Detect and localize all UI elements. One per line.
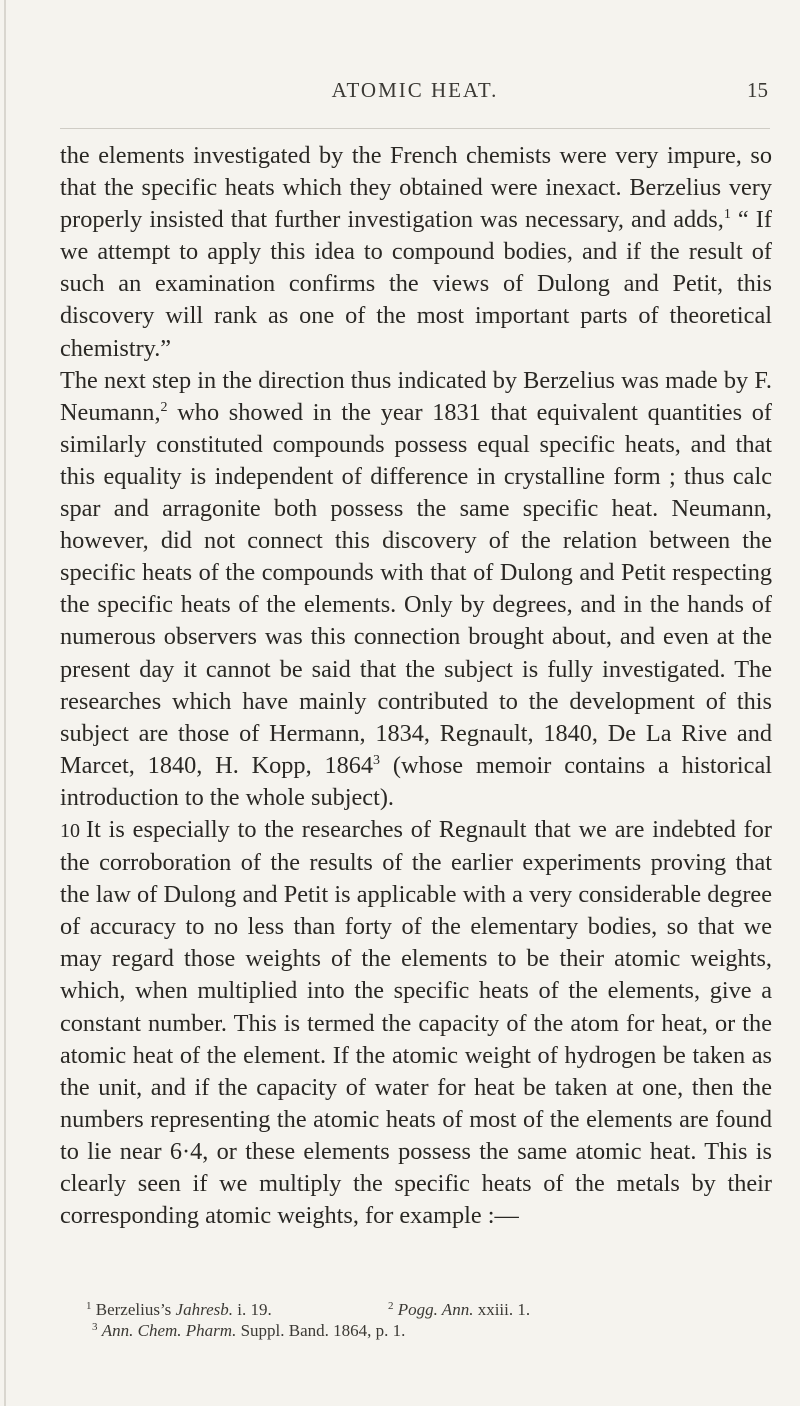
footnote-text: xxiii. 1. xyxy=(473,1300,531,1319)
footnote-line-2 xyxy=(60,1320,772,1341)
footnote-1 xyxy=(86,1299,272,1320)
paragraph-text: The next step in the direction thus indicated by Berzelius was made by F. Neumann, xyxy=(60,366,772,426)
footnote-3 xyxy=(92,1320,405,1341)
paragraph-text: “ If we attempt to apply this idea to compound bodies, and if the result of such an examination confirms the views of Dulong and Petit, this discovery will rank as one of the most important parts of theoretical chemistry.” xyxy=(60,206,772,362)
footnote-title: Ann. Chem. Pharm. xyxy=(101,1321,237,1340)
footnote-mark: 1 xyxy=(86,1300,92,1312)
paragraph-text: who showed in the year 1831 that equivalent quantities of similarly constituted compounds possess equal specific heats, and that this equality is independent of difference in crystalline form ; thus calc spar and arragonite both possess the same specific heat. Neumann, however, did not connect this discovery of the relation between the specific heats of the compounds with that of Dulong and Petit respecting the specific heats of the elements. Only by degrees, and in the hands of numerous observers was this connection brought about, and even at the present day it cannot be said that the subject is fully investigated. The researches which have mainly contributed to the development of this subject are those of Hermann, 1834, Regnault, 1840, De La Rive and Marcet, 1840, H. Kopp, 1864 xyxy=(60,398,772,779)
paragraph-number: 10 xyxy=(60,819,80,842)
page-edge-shadow xyxy=(4,0,6,1406)
page-number: 15 xyxy=(747,78,768,102)
footnote-ref-3: 3 xyxy=(373,752,381,768)
paragraph-3 xyxy=(60,814,772,1232)
paragraph-1 xyxy=(60,140,772,365)
footnote-title: Pogg. Ann. xyxy=(397,1300,474,1319)
footnote-text: Suppl. Band. 1864, p. 1. xyxy=(236,1321,406,1340)
footnote-mark: 3 xyxy=(92,1321,98,1333)
footnote-title: Jahresb. xyxy=(175,1300,233,1319)
footnote-line-1 xyxy=(60,1299,772,1320)
paragraph-text: It is especially to the researches of Regnault that we are indebted for the corroboration of the results of the earlier experiments proving that the law of Dulong and Petit is applicable with a very considerable degree of accuracy to no less than forty of the elementary bodies, so that we may regard those weights of the elements to be their atomic weights, which, when multiplied into the specific heats of the elements, give a constant number. This is termed the capacity of the atom for heat, or the atomic heat of the element. If the atomic weight of hydrogen be taken as the unit, and if the capacity of water for heat be taken at one, then the numbers representing the atomic heats of most of the elements are found to lie near 6·4, or these elements possess the same atomic heat. This is clearly seen if we multiply the specific heats of the metals by their corresponding atomic weights, for example :— xyxy=(60,815,772,1230)
running-head: ATOMIC HEAT. xyxy=(331,78,499,102)
footnote-ref-1: 1 xyxy=(723,207,731,223)
footnote-2 xyxy=(388,1299,530,1320)
paragraph-text: the elements investigated by the French chemists were very impure, so that the specific heats which they obtained were inexact. Berzelius very properly insisted that further investigation was necessary, and adds, xyxy=(60,142,772,234)
footnotes xyxy=(60,1299,772,1341)
footnote-mark: 2 xyxy=(387,1300,394,1312)
body-text xyxy=(60,140,772,1232)
paragraph-2 xyxy=(60,365,772,814)
paragraph-text: (whose memoir contains a historical introduction to the whole subject). xyxy=(60,751,772,811)
footnote-ref-2: 2 xyxy=(160,399,168,415)
footnote-text: Berzelius’s xyxy=(95,1300,176,1319)
page-header xyxy=(60,78,770,108)
footnote-text: i. 19. xyxy=(233,1300,272,1319)
header-rule xyxy=(60,128,770,129)
